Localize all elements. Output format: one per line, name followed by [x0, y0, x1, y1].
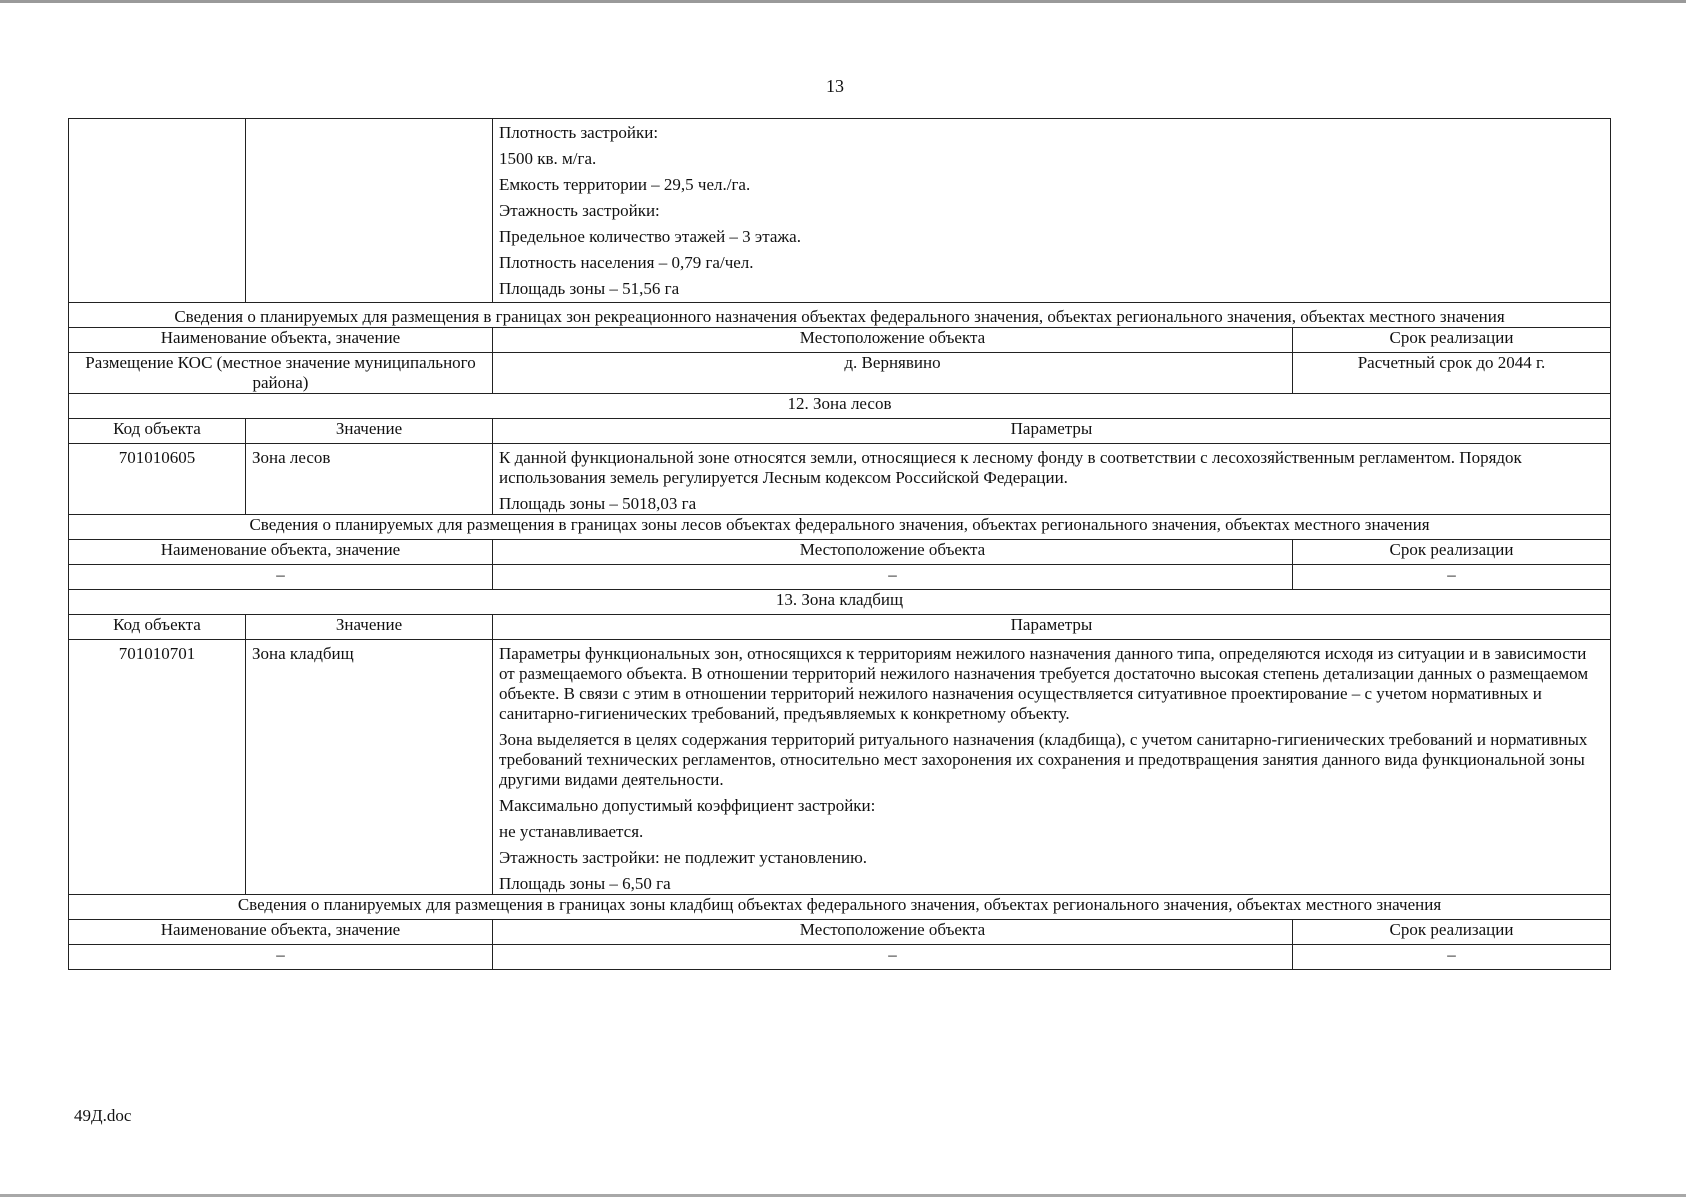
object-term: –: [1293, 945, 1611, 970]
scan-bottom-edge: [0, 1194, 1686, 1197]
param-line: 1500 кв. м/га.: [499, 149, 597, 168]
object-name: Размещение КОС (местное значение муниципального района): [69, 353, 493, 394]
param-paragraph: Этажность застройки: не подлежит установлению.: [499, 848, 868, 867]
header-code: Код объекта: [69, 615, 246, 640]
param-paragraph: Площадь зоны – 5018,03 га: [499, 494, 697, 513]
cont-params-cell: [493, 119, 1611, 303]
scan-top-edge: [0, 0, 1686, 3]
zone-params: [493, 640, 1611, 895]
obj-header-row: [69, 540, 1611, 565]
zone-code: 701010605: [69, 444, 246, 515]
section-title: 12. Зона лесов: [69, 394, 1611, 419]
cemetery-info-title-row: [69, 895, 1611, 920]
obj-header-row: [69, 920, 1611, 945]
header-value: Значение: [246, 615, 493, 640]
param-paragraph: Площадь зоны – 6,50 га: [499, 874, 671, 893]
section-info-title: Сведения о планируемых для размещения в границах зоны кладбищ объектах федерального значения, объектах регионального значения, объектах местного значения: [69, 895, 1611, 920]
zone-code: 701010701: [69, 640, 246, 895]
param-line: Плотность населения – 0,79 га/чел.: [499, 253, 754, 272]
header-object-name: Наименование объекта, значение: [69, 920, 493, 945]
param-line: Площадь зоны – 51,56 га: [499, 279, 680, 298]
zone-value: Зона лесов: [246, 444, 493, 515]
header-term: Срок реализации: [1293, 328, 1611, 353]
param-paragraph: Параметры функциональных зон, относящихся к территориям нежилого назначения данного типа, определяются исходя из ситуации и в зависимости от размещаемого объекта. В отношении территорий нежилого назначения требуется достаточно высокая степень детализации данных о размещаемом объекте. В связи с этим в отношении территорий нежилого назначения осуществляется ситуативное проектирование – с учетом нормативных и санитарно-гигиенических требований, предъявляемых к конкретному объекту.: [499, 644, 1589, 723]
header-term: Срок реализации: [1293, 540, 1611, 565]
continuation-row: [69, 119, 1611, 303]
header-value: Значение: [246, 419, 493, 444]
object-name: –: [69, 565, 493, 590]
object-location: д. Вернявино: [493, 353, 1293, 394]
param-line: Плотность застройки:: [499, 123, 659, 142]
obj-header-row: [69, 328, 1611, 353]
param-line: Емкость территории – 29,5 чел./га.: [499, 175, 751, 194]
cemetery-object-row: [69, 945, 1611, 970]
param-paragraph: Максимально допустимый коэффициент застройки:: [499, 796, 876, 815]
header-params: Параметры: [493, 615, 1611, 640]
zone-params: [493, 444, 1611, 515]
object-location: –: [493, 945, 1293, 970]
forest-section-title-row: [69, 394, 1611, 419]
object-term: Расчетный срок до 2044 г.: [1293, 353, 1611, 394]
section-title: 13. Зона кладбищ: [69, 590, 1611, 615]
recr-info-title-row: [69, 303, 1611, 328]
page-number: 13: [826, 76, 844, 96]
header-object-location: Местоположение объекта: [493, 920, 1293, 945]
header-params: Параметры: [493, 419, 1611, 444]
header-term: Срок реализации: [1293, 920, 1611, 945]
cont-code-cell: [69, 119, 246, 303]
param-paragraph: не устанавливается.: [499, 822, 644, 841]
cont-value-cell: [246, 119, 493, 303]
forest-info-title-row: [69, 515, 1611, 540]
param-line: Этажность застройки:: [499, 201, 660, 220]
param-line: Предельное количество этажей – 3 этажа.: [499, 227, 801, 246]
header-object-name: Наименование объекта, значение: [69, 328, 493, 353]
header-object-location: Местоположение объекта: [493, 540, 1293, 565]
object-location: –: [493, 565, 1293, 590]
cemetery-header-row: [69, 615, 1611, 640]
forest-zone-row: [69, 444, 1611, 515]
cemetery-section-title-row: [69, 590, 1611, 615]
cemetery-zone-row: [69, 640, 1611, 895]
param-paragraph: Зона выделяется в целях содержания территорий ритуального назначения (кладбища), с учетом санитарно-гигиенических требований и нормативных требований технических регламентов, относительно мест захоронения их сохранения и предотвращения занятия данного вида функциональной зоны другими видами деятельности.: [499, 730, 1588, 789]
zones-table: [68, 118, 1611, 970]
forest-object-row: [69, 565, 1611, 590]
forest-header-row: [69, 419, 1611, 444]
header-object-name: Наименование объекта, значение: [69, 540, 493, 565]
recr-object-row: [69, 353, 1611, 394]
param-paragraph: К данной функциональной зоне относятся земли, относящиеся к лесному фонду в соответствии с лесохозяйственным регламентом. Порядок использования земель регулируется Лесным кодексом Российской Федерации.: [499, 448, 1522, 487]
object-name: –: [69, 945, 493, 970]
section-info-title: Сведения о планируемых для размещения в границах зоны лесов объектах федерального значения, объектах регионального значения, объектах местного значения: [69, 515, 1611, 540]
object-term: –: [1293, 565, 1611, 590]
section-info-title: Сведения о планируемых для размещения в границах зон рекреационного назначения объектах федерального значения, объектах регионального значения, объектах местного значения: [69, 303, 1611, 328]
header-code: Код объекта: [69, 419, 246, 444]
footer-filename: 49Д.doc: [74, 1106, 132, 1125]
zone-value: Зона кладбищ: [246, 640, 493, 895]
header-object-location: Местоположение объекта: [493, 328, 1293, 353]
